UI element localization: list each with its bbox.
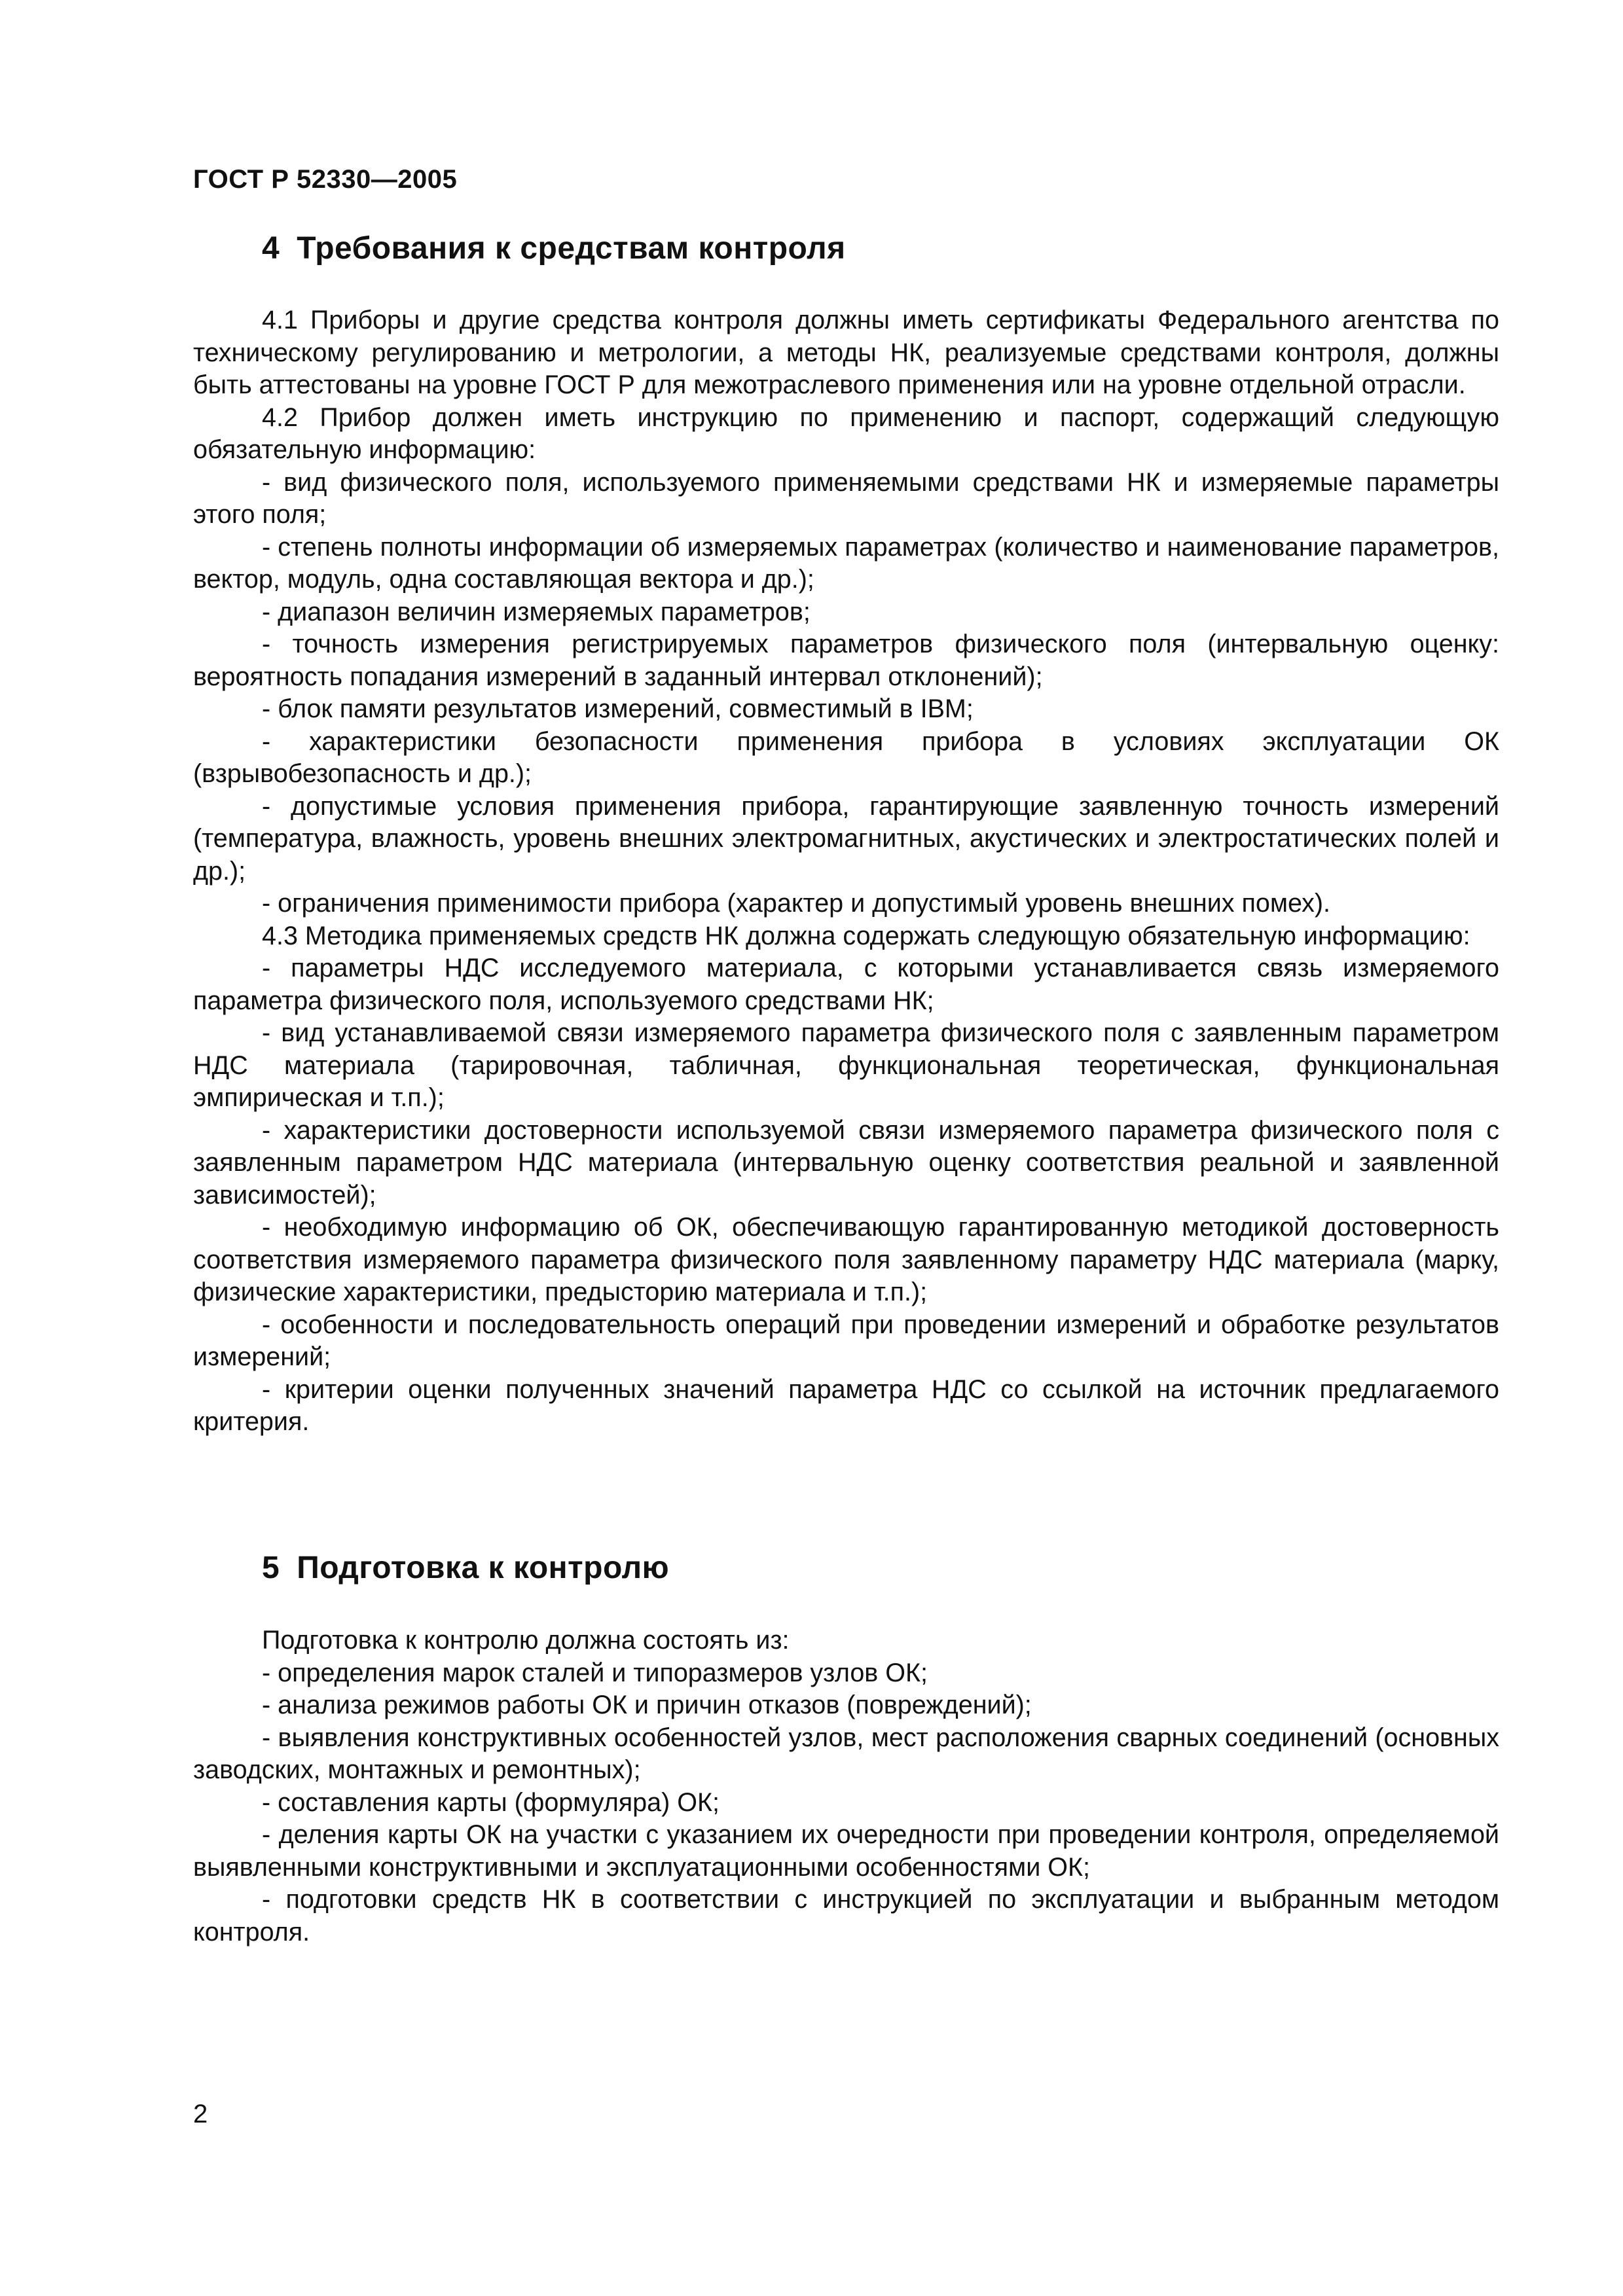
paragraph: 4.2 Прибор должен иметь инструкцию по применению и паспорт, содержащий следующую обязательную информацию: <box>193 403 1499 464</box>
list-item: - степень полноты информации об измеряемых параметрах (количество и наименование параметров, вектор, модуль, одна составляющая вектора и др.); <box>193 532 1499 594</box>
paragraph: 4.1 Приборы и другие средства контроля должны иметь сертификаты Федерального агентства по техническому регулированию и метрологии, а методы НК, реализуемые средствами контроля, должны быть аттестованы на уровне ГОСТ Р для межотраслевого применения или на уровне отдельной отрасли. <box>193 306 1499 399</box>
list-item: - критерии оценки полученных значений параметра НДС со ссылкой на источник предлагаемого критерия. <box>193 1374 1499 1436</box>
document-header: ГОСТ Р 52330—2005 <box>193 165 458 194</box>
list-item: - особенности и последовательность операций при проведении измерений и обработке результатов измерений; <box>193 1310 1499 1371</box>
list-item: - подготовки средств НК в соответствии с инструкцией по эксплуатации и выбранным методом контроля. <box>193 1885 1499 1946</box>
section-4-heading <box>262 230 846 266</box>
list-item: - диапазон величин измеряемых параметров; <box>262 597 811 626</box>
list-item: - выявления конструктивных особенностей узлов, мест расположения сварных соединений (основных заводских, монтажных и ремонтных); <box>193 1723 1499 1784</box>
list-item: - характеристики достоверности используемой связи измеряемого параметра физического поля с заявленным параметром НДС материала (интервальную оценку соответствия реальной и заявленной зависимостей); <box>193 1115 1499 1210</box>
section-4-body <box>193 304 1499 1439</box>
page-number: 2 <box>193 2100 208 2128</box>
paragraph: 4.3 Методика применяемых средств НК должна содержать следующую обязательную информацию: <box>262 921 1470 950</box>
section-5-number: 5 <box>262 1551 280 1585</box>
list-item: - вид устанавливаемой связи измеряемого параметра физического поля с заявленным параметром НДС материала (тарировочная, табличная, функциональная теоретическая, функциональная эмпирическая и т.п.); <box>193 1018 1499 1112</box>
paragraph: Подготовка к контролю должна состоять из: <box>262 1626 790 1655</box>
list-item: - вид физического поля, используемого применяемыми средствами НК и измеряемые параметры этого поля; <box>193 467 1499 529</box>
list-item: - ограничения применимости прибора (характер и допустимый уровень внешних помех). <box>262 889 1331 918</box>
list-item: - характеристики безопасности применения прибора в условиях эксплуатации ОК (взрывобезопасность и др.); <box>193 726 1499 788</box>
list-item: - необходимую информацию об ОК, обеспечивающую гарантированную методикой достоверность соответствия измеряемого параметра физического поля заявленному параметру НДС материала (марку, физические характеристики, предысторию материала и т.п.); <box>193 1213 1499 1306</box>
list-item: - определения марок сталей и типоразмеров узлов ОК; <box>262 1658 928 1687</box>
list-item: - точность измерения регистрируемых параметров физического поля (интервальную оценку: вероятность попадания измерений в заданный интервал отклонений); <box>193 630 1499 691</box>
section-5-title: Подготовка к контролю <box>297 1551 670 1585</box>
list-item: - допустимые условия применения прибора, гарантирующие заявленную точность измерений (температура, влажность, уровень внешних электромагнитных, акустических и электростатических полей и др.); <box>193 791 1499 886</box>
list-item: - параметры НДС исследуемого материала, с которыми устанавливается связь измеряемого параметра физического поля, используемого средствами НК; <box>193 954 1499 1015</box>
list-item: - составления карты (формуляра) ОК; <box>262 1787 720 1817</box>
list-item: - деления карты ОК на участки с указанием их очередности при проведении контроля, определяемой выявленными конструктивными и эксплуатационными особенностями ОК; <box>193 1820 1499 1882</box>
section-5-heading <box>262 1550 669 1586</box>
section-5-body <box>193 1624 1499 1948</box>
section-4-number: 4 <box>262 231 280 266</box>
list-item: - блок памяти результатов измерений, совместимый в IBM; <box>262 694 974 723</box>
section-4-title: Требования к средствам контроля <box>297 231 846 266</box>
list-item: - анализа режимов работы ОК и причин отказов (повреждений); <box>262 1691 1032 1719</box>
